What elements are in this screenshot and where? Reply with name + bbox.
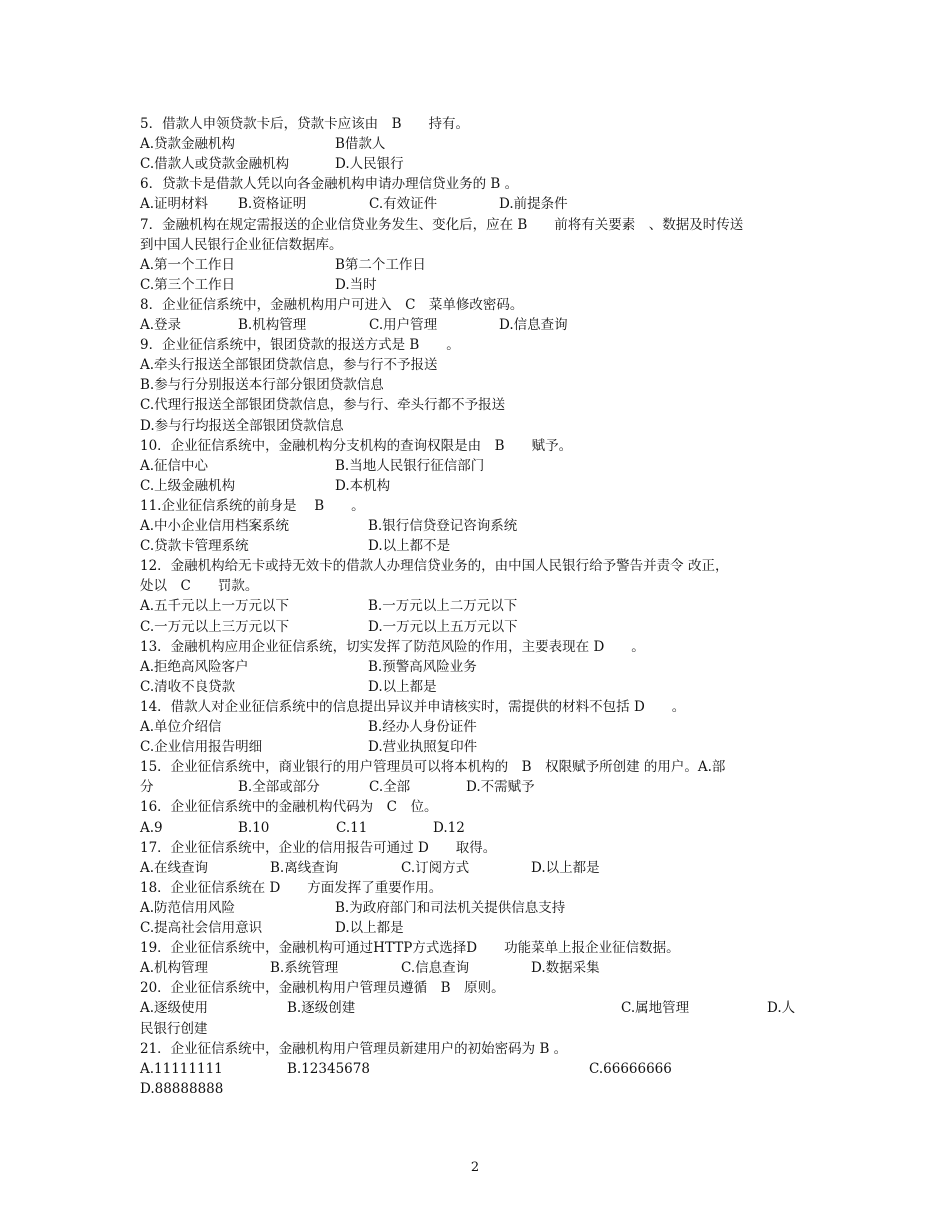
- option-text: D.人民银行: [335, 156, 404, 173]
- option-text: D.以上都是: [335, 920, 404, 936]
- options-row: [140, 677, 820, 697]
- text-line: 处以 C 罚款。: [140, 578, 259, 595]
- options-row: [140, 998, 820, 1018]
- text-line: 18．企业征信系统在 D 方面发挥了重要作用。: [140, 879, 443, 896]
- text-line: D.88888888: [140, 1080, 224, 1097]
- option-text: D.前提条件: [499, 196, 568, 213]
- text-line: 到中国人民银行企业征信数据库。: [140, 236, 343, 253]
- options-row: [140, 737, 820, 757]
- option-text: D.一万元以上五万元以下: [368, 618, 518, 635]
- options-row: [140, 476, 820, 496]
- option-text: D.以上都是: [531, 859, 600, 876]
- option-text: B.当地人民银行征信部门: [335, 457, 485, 474]
- text-line: D.参与行均报送全部银团贷款信息: [140, 417, 344, 434]
- option-text: C.一万元以上三万元以下: [140, 618, 290, 635]
- options-row: [140, 456, 820, 476]
- text-line: 15．企业征信系统中，商业银行的用户管理员可以将本机构的 B 权限赋予所创建 的用户。A.部: [140, 759, 726, 776]
- option-text: A.登录: [140, 317, 182, 333]
- options-row: [140, 657, 820, 677]
- option-text: 分: [140, 779, 154, 796]
- options-row: [140, 1059, 820, 1079]
- option-text: B.银行信贷登记咨询系统: [368, 518, 518, 534]
- option-text: A.防范信用风险: [140, 899, 236, 916]
- options-row: [140, 275, 820, 295]
- text-line: 10．企业征信系统中，金融机构分支机构的查询权限是由 B 赋予。: [140, 437, 573, 454]
- option-text: B.经办人身份证件: [368, 719, 477, 735]
- option-text: B.12345678: [287, 1060, 370, 1077]
- options-row: [140, 898, 820, 918]
- text-line: 12．金融机构给无卡或持无效卡的借款人办理信贷业务的，由中国人民银行给予警告并责令 改正，: [140, 558, 729, 575]
- text-line: 民银行创建: [140, 1020, 208, 1037]
- options-row: [140, 818, 820, 838]
- option-text: B.为政府部门和司法机关提供信息支持: [335, 899, 566, 916]
- text-line: 5．借款人申领贷款卡后，贷款卡应该由 B 持有。: [140, 116, 470, 132]
- option-text: C.提高社会信用意识: [140, 920, 263, 936]
- options-row: [140, 617, 820, 637]
- option-text: C.信息查询: [401, 960, 470, 977]
- option-text: C.上级金融机构: [140, 477, 236, 494]
- option-text: C.66666666: [589, 1060, 672, 1077]
- option-text: C.订阅方式: [401, 859, 470, 876]
- option-text: A.11111111: [140, 1060, 223, 1077]
- options-row: [140, 255, 820, 275]
- option-text: C.第三个工作日: [140, 276, 236, 293]
- text-line: 13．金融机构应用企业征信系统，切实发挥了防范风险的作用，主要表现在 D 。: [140, 638, 645, 655]
- option-text: C.清收不良贷款: [140, 678, 236, 695]
- option-text: C.企业信用报告明细: [140, 739, 263, 756]
- options-row: [140, 315, 820, 335]
- option-text: C.用户管理: [369, 317, 438, 333]
- option-text: B.离线查询: [270, 859, 339, 876]
- options-row: [140, 154, 820, 174]
- option-text: A.机构管理: [140, 960, 209, 977]
- option-text: D.12: [433, 819, 465, 836]
- option-text: A.五千元以上一万元以下: [140, 598, 290, 615]
- text-line: 16．企业征信系统中的金融机构代码为 C 位。: [140, 799, 438, 816]
- options-row: [140, 777, 820, 797]
- option-text: D.信息查询: [499, 317, 568, 333]
- text-line: 11.企业征信系统的前身是 B 。: [140, 497, 365, 514]
- text-line: 8．企业征信系统中，金融机构用户可进入 C 菜单修改密码。: [140, 296, 524, 313]
- text-line: B.参与行分别报送本行部分银团贷款信息: [140, 377, 384, 394]
- option-text: B.10: [238, 819, 270, 836]
- option-text: A.征信中心: [140, 457, 209, 474]
- text-line: 17．企业征信系统中，企业的信用报告可通过 D 取得。: [140, 839, 497, 856]
- option-text: A.逐级使用: [140, 1000, 209, 1017]
- option-text: A.中小企业信用档案系统: [140, 518, 290, 534]
- text-line: 14．借款人对企业征信系统中的信息提出异议并申请核实时，需提供的材料不包括 D 。: [140, 698, 686, 715]
- option-text: C.全部: [369, 779, 411, 796]
- option-text: A.单位介绍信: [140, 719, 222, 735]
- option-text: D.以上都是: [368, 678, 437, 695]
- options-row: [140, 918, 820, 938]
- options-row: [140, 858, 820, 878]
- option-text: D.当时: [335, 276, 377, 293]
- options-row: [140, 596, 820, 616]
- option-text: A.证明材料: [140, 196, 209, 213]
- option-text: D.人: [767, 1000, 796, 1017]
- options-row: [140, 194, 820, 214]
- text-line: 7．金融机构在规定需报送的企业信贷业务发生、变化后，应在 B 前将有关要素 、数据及时传送: [140, 216, 744, 233]
- text-line: A.牵头行报送全部银团贷款信息，参与行不予报送: [140, 357, 438, 374]
- option-text: B.资格证明: [238, 196, 307, 213]
- text-line: 20．企业征信系统中，金融机构用户管理员遵循 B 原则。: [140, 980, 505, 997]
- option-text: B第二个工作日: [335, 256, 426, 273]
- text-line: 19．企业征信系统中，金融机构可通过HTTP方式选择D 功能菜单上报企业征信数据。: [140, 940, 680, 957]
- option-text: B.机构管理: [238, 317, 307, 333]
- option-text: B.一万元以上二万元以下: [368, 598, 518, 615]
- options-row: [140, 134, 820, 154]
- option-text: A.第一个工作日: [140, 256, 236, 273]
- option-text: B.预警高风险业务: [368, 658, 477, 675]
- option-text: B借款人: [335, 136, 386, 153]
- option-text: D.营业执照复印件: [368, 739, 478, 756]
- option-text: B.逐级创建: [287, 1000, 356, 1017]
- option-text: C.有效证件: [369, 196, 438, 213]
- option-text: A.拒绝高风险客户: [140, 658, 249, 675]
- option-text: B.全部或部分: [238, 779, 320, 796]
- options-row: [140, 958, 820, 978]
- option-text: A.在线查询: [140, 859, 209, 876]
- option-text: A.贷款金融机构: [140, 136, 236, 153]
- option-text: B.系统管理: [270, 960, 339, 977]
- option-text: A.9: [140, 819, 163, 836]
- option-text: D.以上都不是: [368, 538, 451, 555]
- text-line: 9．企业征信系统中，银团贷款的报送方式是 B 。: [140, 337, 460, 354]
- option-text: C.借款人或贷款金融机构: [140, 156, 290, 173]
- option-text: C.贷款卡管理系统: [140, 538, 249, 555]
- option-text: C.11: [336, 819, 368, 836]
- option-text: D.不需赋予: [466, 779, 535, 796]
- options-row: [140, 717, 820, 737]
- option-text: D.本机构: [335, 477, 391, 494]
- options-row: [140, 516, 820, 536]
- page-number: 2: [470, 1160, 480, 1175]
- option-text: C.属地管理: [621, 1000, 690, 1017]
- option-text: D.数据采集: [531, 960, 600, 977]
- options-row: [140, 536, 820, 556]
- text-line: C.代理行报送全部银团贷款信息，参与行、牵头行都不予报送: [140, 397, 506, 414]
- text-line: 21．企业征信系统中，金融机构用户管理员新建用户的初始密码为 B 。: [140, 1040, 568, 1057]
- text-line: 6．贷款卡是借款人凭以向各金融机构申请办理信贷业务的 B 。: [140, 176, 519, 193]
